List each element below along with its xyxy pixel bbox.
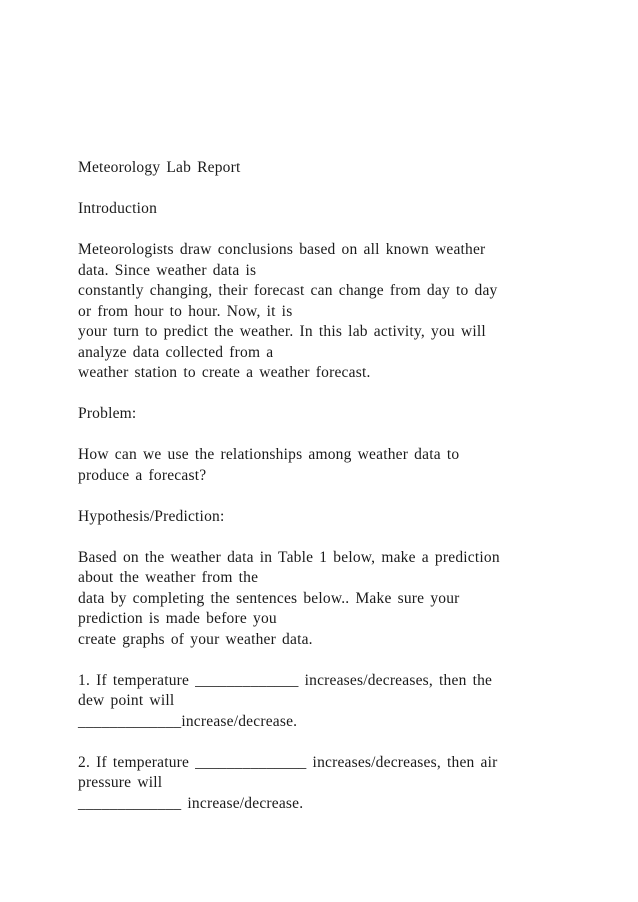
- text-line: 1. If temperature _____________ increases/decreases, then the: [78, 671, 493, 689]
- text-line: dew point will: [78, 692, 175, 709]
- text-line: pressure will: [78, 774, 163, 791]
- prediction-item-1: [78, 671, 558, 733]
- problem-paragraph: [78, 445, 558, 486]
- text-line: Based on the weather data in Table 1 below, make a prediction: [78, 548, 500, 566]
- text-line: data by completing the sentences below.. Make sure your: [78, 589, 460, 607]
- text-line: data. Since weather data is: [78, 261, 257, 279]
- problem-heading: Problem:: [78, 405, 137, 422]
- hypothesis-paragraph: [78, 548, 558, 651]
- document-body: [78, 158, 558, 835]
- document-title: Meteorology Lab Report: [78, 159, 241, 176]
- text-line: How can we use the relationships among weather data to: [78, 446, 460, 463]
- introduction-paragraph: [78, 240, 558, 384]
- introduction-heading: Introduction: [78, 200, 158, 217]
- text-line: your turn to predict the weather. In this lab activity, you will: [78, 323, 486, 340]
- text-line: prediction is made before you: [78, 610, 277, 627]
- text-line: create graphs of your weather data.: [78, 630, 313, 648]
- text-line: produce a forecast?: [78, 466, 207, 484]
- text-line: Meteorologists draw conclusions based on all known weather: [78, 241, 486, 258]
- hypothesis-heading: Hypothesis/Prediction:: [78, 507, 225, 525]
- text-line: weather station to create a weather forecast.: [78, 364, 371, 381]
- text-line: _____________ increase/decrease.: [78, 794, 304, 812]
- text-line: analyze data collected from a: [78, 343, 274, 361]
- text-line: 2. If temperature ______________ increases/decreases, then air: [78, 753, 498, 771]
- prediction-item-2: [78, 753, 558, 815]
- text-line: constantly changing, their forecast can change from day to day: [78, 282, 498, 299]
- text-line: or from hour to hour. Now, it is: [78, 302, 293, 320]
- text-line: about the weather from the: [78, 569, 259, 586]
- text-line: _____________increase/decrease.: [78, 712, 298, 730]
